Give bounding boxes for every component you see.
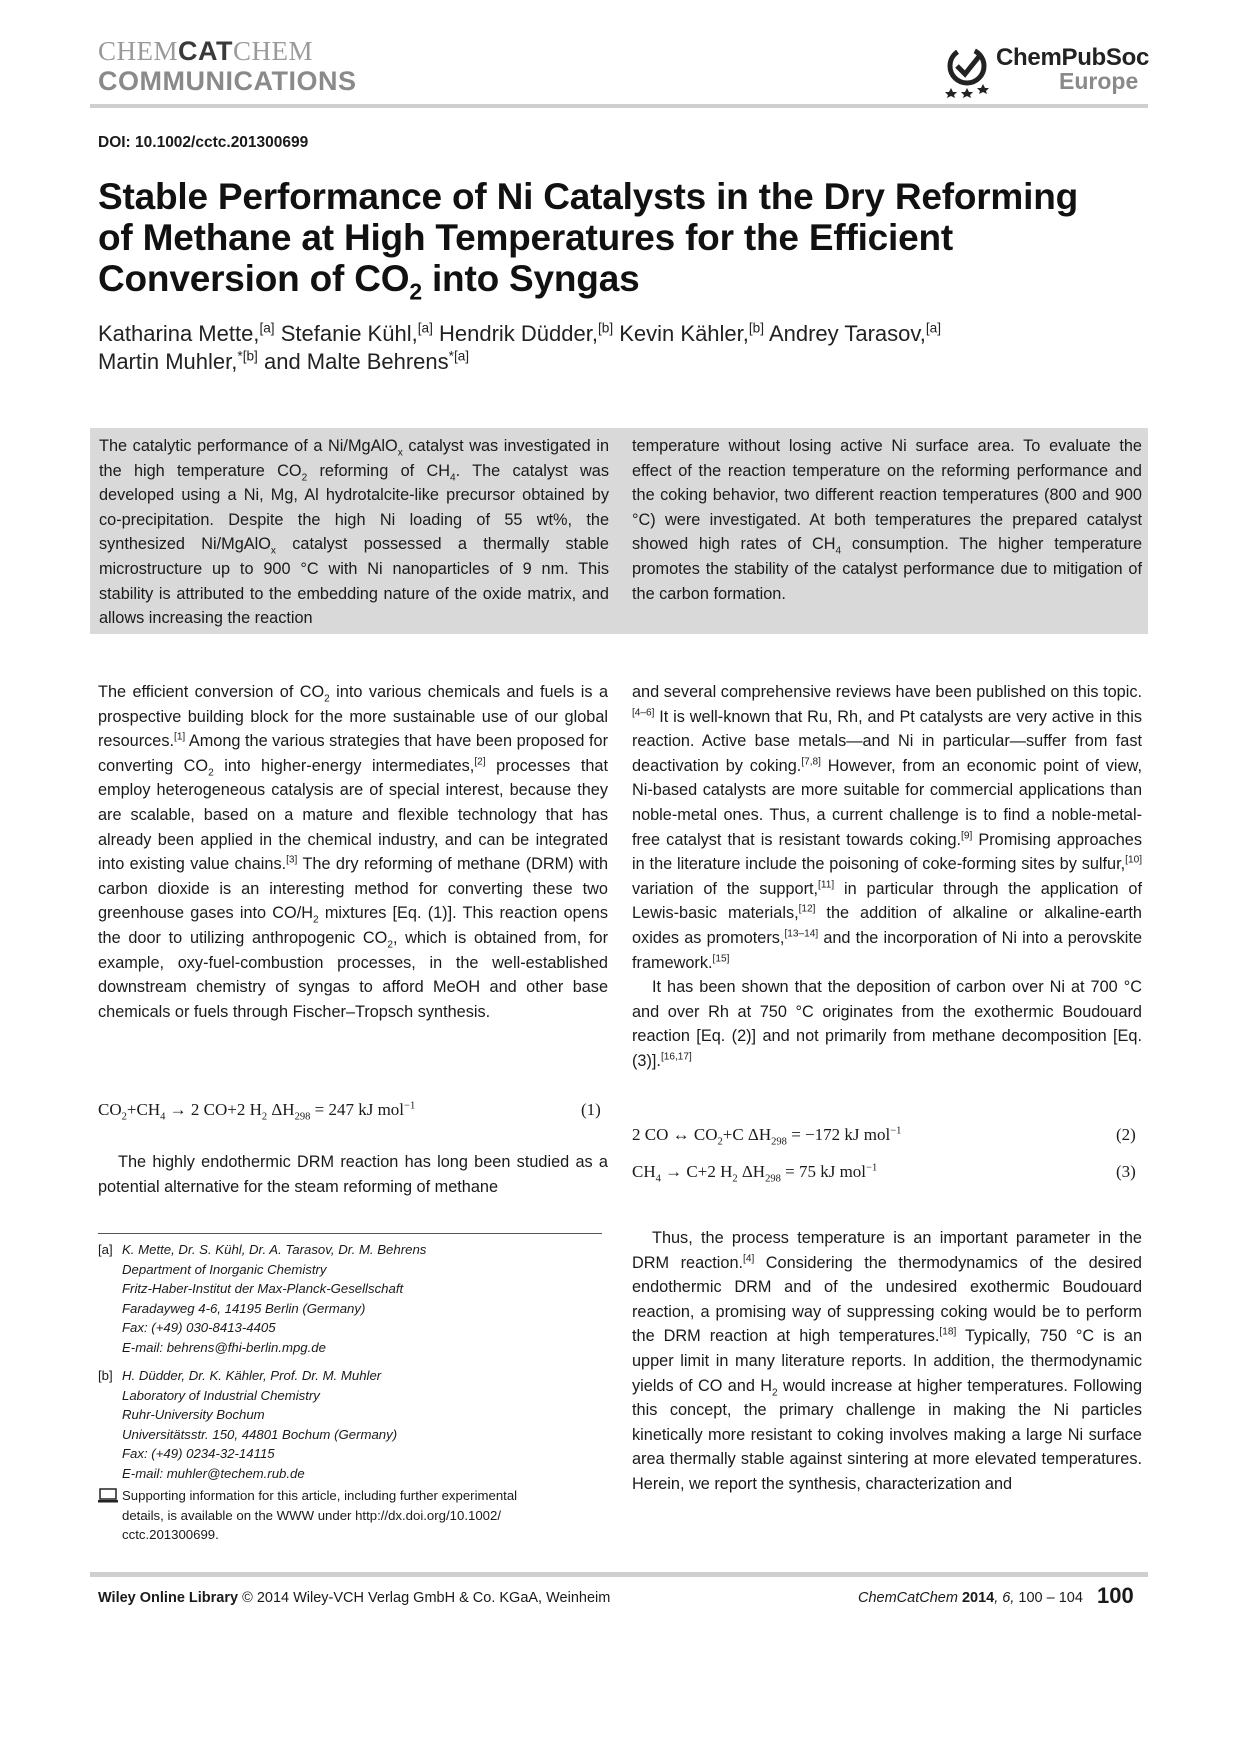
journal-name: CHEMCATCHEM (98, 36, 314, 66)
email-link[interactable]: E-mail: behrens@fhi-berlin.mpg.de (122, 1339, 326, 1355)
email-link[interactable]: E-mail: muhler@techem.rub.de (122, 1465, 305, 1481)
author: Stefanie Kühl, (280, 321, 418, 346)
author: and Malte Behrens (263, 349, 449, 374)
author: Hendrik Düdder, (438, 321, 598, 346)
article-title: Stable Performance of Ni Catalysts in the Dry Reforming of Methane at High Temperatures for the Efficient Conversion of $CO_2$ into Syngas (98, 176, 1079, 305)
affiliation-a: [a] K. Mette, Dr. S. Kühl, Dr. A. Tarasov, Dr. M. Behrens Department of Inorganic Chemistry Fritz-Haber-Institut der Max-Planck-Gesellschaft Faradayweg 4-6, 14195 Berlin (Germany) Fax: (+49) 030-8413-4405 E-mail: behrens@fhi-berlin.mpg.de (98, 1240, 608, 1358)
author: Andrey Tarasov, (768, 321, 926, 346)
equation-3: $CH_4 \to C+2$ $H_2$ $\Delta H_{298} = 75$ kJ mol$^{-1}$ (632, 1162, 878, 1185)
supporting-info-note: Supporting information for this article, including further experimental details, is available on the WWW under http://dx.doi.org/10.1002/ cctc.201300699. (98, 1486, 608, 1545)
body-paragraph: The efficient conversion of $CO_2$ into various chemicals and fuels is a prospective building block for the more sustainable use of our global resources.[1] Among the various strategies that have been proposed for converting $CO_2$ into higher-energy intermediates,[2] processes that employ heterogeneous catalysis are of special interest, because they are scalable, based on a mature and flexible technology that has already been applied in the chemical industry, and can be integrated into existing value chains.[3] The dry reforming of methane (DRM) with carbon dioxide is an interesting method for converting these two greenhouse gases into $CO/H_2$ mixtures [Eq. (1)]. This reaction opens the door to utilizing anthropogenic $CO_2$, which is obtained from, for example, oxy-fuel-combustion processes, in the well-established downstream chemistry of syngas to afford MeOH and other base chemicals or fuels through Fischer–Tropsch synthesis. (98, 683, 609, 1021)
footer-citation: ChemCatChem 2014, 6, 100 – 104 (858, 1590, 1083, 1606)
wiley-online-library-link[interactable]: Wiley Online Library (98, 1590, 239, 1606)
equation-1: $CO_2+CH_4 \to 2$ CO+2 $H_2$ $\Delta H_{298} = 247$ kJ mol$^{-1}$ (98, 1100, 416, 1123)
equation-2: 2 CO ↔ $CO_2+C$ $\Delta H_{298} = -172$ kJ mol$^{-1}$ (632, 1125, 902, 1148)
body-paragraph: and several comprehensive reviews have been published on this topic.[4–6] It is well-known that Ru, Rh, and Pt catalysts are very active in this reaction. Active base metals—and Ni in particular—suffer from fast deactivation by coking.[7,8] However, from an economic point of view, Ni-based catalysts are more suitable for commercial applications than noble-metal ones. Thus, a current challenge is to find a noble-metal-free catalyst that is resistant towards coking.[9] Promising approaches in the literature include the poisoning of coke-forming sites by sulfur,[10] variation of the support,[11] in particular through the application of Lewis-basic materials,[12] the addition of alkaline or alkaline-earth oxides as promoters,[13–14] and the incorporation of Ni into a perovskite framework.[15] It has been shown that the deposition of carbon over Ni at 700 °C and over Rh at 750 °C originates from the exothermic Boudouard reaction [Eq. (2)] and not primarily from methane decomposition [Eq. (3)].[16,17] (632, 683, 1143, 1070)
footer-copyright: Wiley Online Library © 2014 Wiley-VCH Verlag GmbH & Co. KGaA, Weinheim (98, 1590, 611, 1606)
footnote-rule (98, 1233, 602, 1234)
computer-icon (98, 1488, 118, 1503)
abstract-box (90, 428, 1148, 634)
section-label: COMMUNICATIONS (98, 66, 357, 96)
equation-number: (3) (1116, 1162, 1136, 1181)
equation-number: (2) (1116, 1125, 1136, 1144)
affiliation-b: [b] H. Düdder, Dr. K. Kähler, Prof. Dr. M. Muhler Laboratory of Industrial Chemistry Ruhr-University Bochum Universitätsstr. 150, 44801 Bochum (Germany) Fax: (+49) 0234-32-14115 E-mail: muhler@techem.rub.de (98, 1366, 608, 1484)
abstract-column-1: The catalytic performance of a Ni/MgAlO$_x$ catalyst was investigated in the high temperature $CO_2$ reforming of $CH_4$. The catalyst was developed using a Ni, Mg, Al hydrotalcite-like precursor obtained by co-precipitation. Despite the high Ni loading of 55 wt%, the synthesized Ni/MgAlO$_x$ catalyst possessed a thermally stable microstructure up to 900 °C with Ni nanoparticles of 9 nm. This stability is attributed to the embedding nature of the oxide matrix, and allows increasing the reaction (99, 437, 609, 628)
body-paragraph: Thus, the process temperature is an important parameter in the DRM reaction.[4] Considering the thermodynamics of the desired endothermic DRM and of the undesired exothermic Boudouard reaction, a promising way of suppressing coking would be to perform the DRM reaction at high temperatures.[18] Typically, 750 °C is an upper limit in many literature reports. In addition, the thermodynamic yields of CO and $H_2$ would increase at higher temperatures. Following this concept, the primary challenge in making the Ni particles kinetically more resistant to coking involves making a large Ni surface area thermally stable against sintering at more elevated temperatures. Herein, we report the synthesis, characterization and (632, 1229, 1142, 1493)
body-paragraph: The highly endothermic DRM reaction has long been studied as a potential alternative for the steam reforming of methane (98, 1153, 608, 1196)
header-rule (90, 104, 1148, 108)
page-number: 100 (1097, 1583, 1134, 1608)
abstract-column-2: temperature without losing active Ni surface area. To evaluate the effect of the reaction temperature on the reforming performance and the coking behavior, two different reaction temperatures (800 and 900 °C) were investigated. At both temperatures the prepared catalyst showed high rates of $CH_4$ consumption. The higher temperature promotes the stability of the catalyst performance due to mitigation of the carbon formation. (632, 437, 1142, 603)
footer-rule (90, 1572, 1148, 1577)
author: Katharina Mette, (98, 321, 260, 346)
publisher-region: Europe (1059, 68, 1139, 94)
supporting-info-link[interactable]: details, is available on the WWW under http://dx.doi.org/10.1002/ (122, 1507, 501, 1523)
author: Kevin Kähler, (619, 321, 749, 346)
publisher-name: ChemPubSoc (996, 44, 1150, 71)
equation-number: (1) (581, 1100, 601, 1119)
author-list: Katharina Mette,[a] Stefanie Kühl,[a] Hendrik Düdder,[b] Kevin Kähler,[b] Andrey Tarasov,[a] Martin Muhler,$^{*[b]}$ and Malte Behrens$^{*[a]}$ (98, 320, 942, 374)
doi[interactable]: DOI: 10.1002/cctc.201300699 (98, 134, 309, 151)
author: Martin Muhler, (98, 349, 238, 374)
